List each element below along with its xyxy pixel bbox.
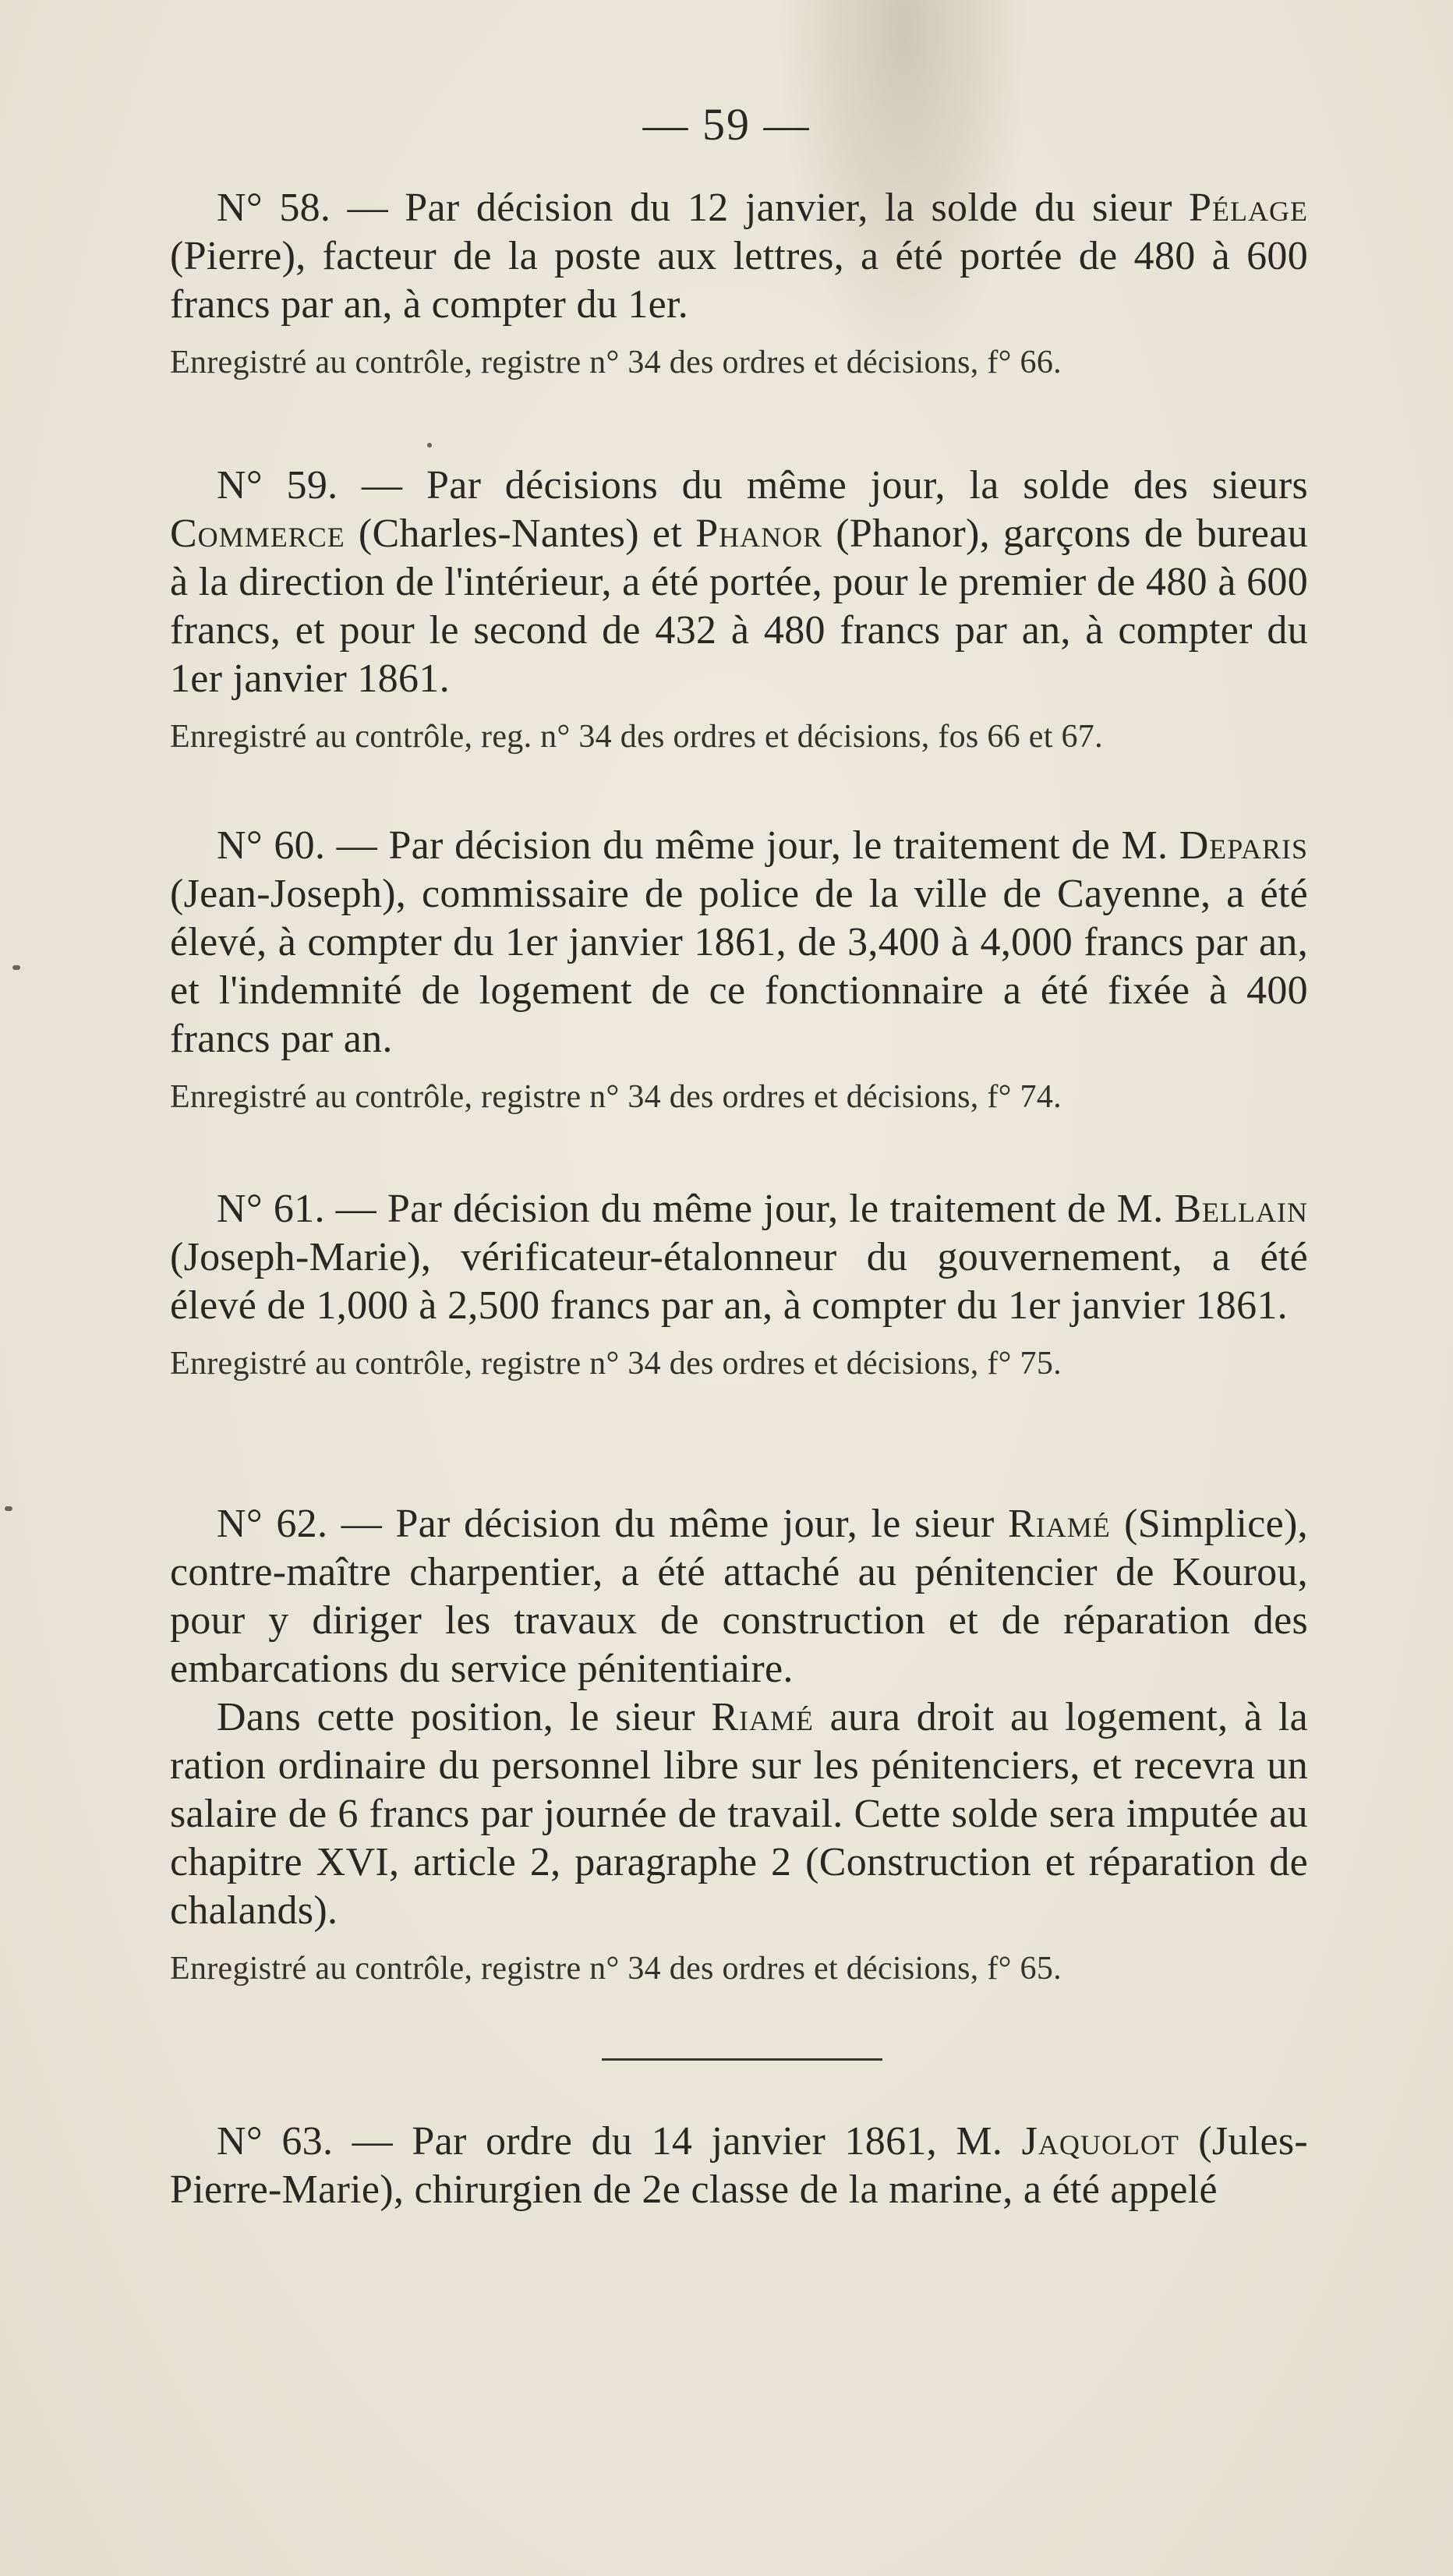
entry-number: N° 60. — xyxy=(217,823,389,868)
entry-number: N° 59. — xyxy=(217,463,426,508)
person-name: Riamé xyxy=(711,1695,815,1739)
person-name: Commerce xyxy=(170,511,345,556)
entry-61-text: N° 61. — Par décision du même jour, le traitement de M. Bellain (Joseph-Marie), vérificateur-étalonneur du gouvernement, a été élevé de 1,000 à 2,500 francs par an, à compter du 1er janvier 1861. xyxy=(170,1187,1308,1328)
person-name: Riamé xyxy=(1008,1502,1111,1546)
person-name: Bellain xyxy=(1174,1187,1308,1231)
page-number: — 59 — xyxy=(642,99,811,150)
entry-63 xyxy=(170,2118,1308,2214)
person-name: Deparis xyxy=(1179,823,1308,868)
entry-62-text-continued: Dans cette position, le sieur Riamé aura droit au logement, à la ration ordinaire du personnel libre sur les pénitenciers, et recevra un salaire de 6 francs par journée de travail. Cette solde sera imputée au chapitre XVI, article 2, paragraphe 2 (Construction et réparation de chalands). xyxy=(170,1695,1308,1933)
entry-62-text: N° 62. — Par décision du même jour, le sieur Riamé (Simplice), contre-maître charpentier, a été attaché au pénitencier de Kourou, pour y diriger les travaux de construction et de réparation des embarcations du service pénitentiaire. xyxy=(170,1502,1308,1691)
entry-number: N° 62. — xyxy=(217,1502,396,1546)
registration-note: Enregistré au contrôle, registre n° 34 des ordres et décisions, f° 66. xyxy=(170,345,1062,380)
registration-note: Enregistré au contrôle, reg. n° 34 des ordres et décisions, fos 66 et 67. xyxy=(170,719,1103,755)
entry-61 xyxy=(170,1185,1308,1383)
entry-58-text: N° 58. — Par décision du 12 janvier, la solde du sieur Pélage (Pierre), facteur de la poste aux lettres, a été portée de 480 à 600 francs par an, à compter du 1er. xyxy=(170,186,1308,327)
person-name: Phanor xyxy=(695,511,823,556)
entry-number: N° 61. — xyxy=(217,1187,387,1231)
person-name: Pélage xyxy=(1189,186,1308,230)
entry-number: N° 63. — xyxy=(217,2119,412,2164)
print-mark xyxy=(5,1506,12,1511)
entry-59-text: N° 59. — Par décisions du même jour, la solde des sieurs Commerce (Charles-Nantes) et Phanor (Phanor), garçons de bureau à la direction de l'intérieur, a été portée, pour le premier de 480 à 600 francs, et pour le second de 432 à 480 francs par an, à compter du 1er janvier 1861. xyxy=(170,463,1308,701)
entry-58 xyxy=(170,184,1308,382)
registration-note: Enregistré au contrôle, registre n° 34 des ordres et décisions, f° 75. xyxy=(170,1346,1062,1382)
entry-number: N° 58. — xyxy=(217,186,405,230)
person-name: Jaquolot xyxy=(1021,2119,1179,2164)
entry-60 xyxy=(170,822,1308,1116)
entry-59 xyxy=(170,462,1308,756)
registration-note: Enregistré au contrôle, registre n° 34 des ordres et décisions, f° 74. xyxy=(170,1079,1062,1115)
section-divider xyxy=(602,2058,882,2061)
entry-63-text: N° 63. — Par ordre du 14 janvier 1861, M. Jaquolot (Jules-Pierre-Marie), chirurgien de 2e classe de la marine, a été appelé xyxy=(170,2119,1308,2212)
entry-60-text: N° 60. — Par décision du même jour, le traitement de M. Deparis (Jean-Joseph), commissaire de police de la ville de Cayenne, a été élevé, à compter du 1er janvier 1861, de 3,400 à 4,000 francs par an, et l'indemnité de logement de ce fonctionnaire a été fixée à 400 francs par an. xyxy=(170,823,1308,1061)
entry-62 xyxy=(170,1500,1308,1988)
print-mark xyxy=(12,965,20,970)
print-mark xyxy=(427,443,432,448)
registration-note: Enregistré au contrôle, registre n° 34 des ordres et décisions, f° 65. xyxy=(170,1951,1062,1987)
